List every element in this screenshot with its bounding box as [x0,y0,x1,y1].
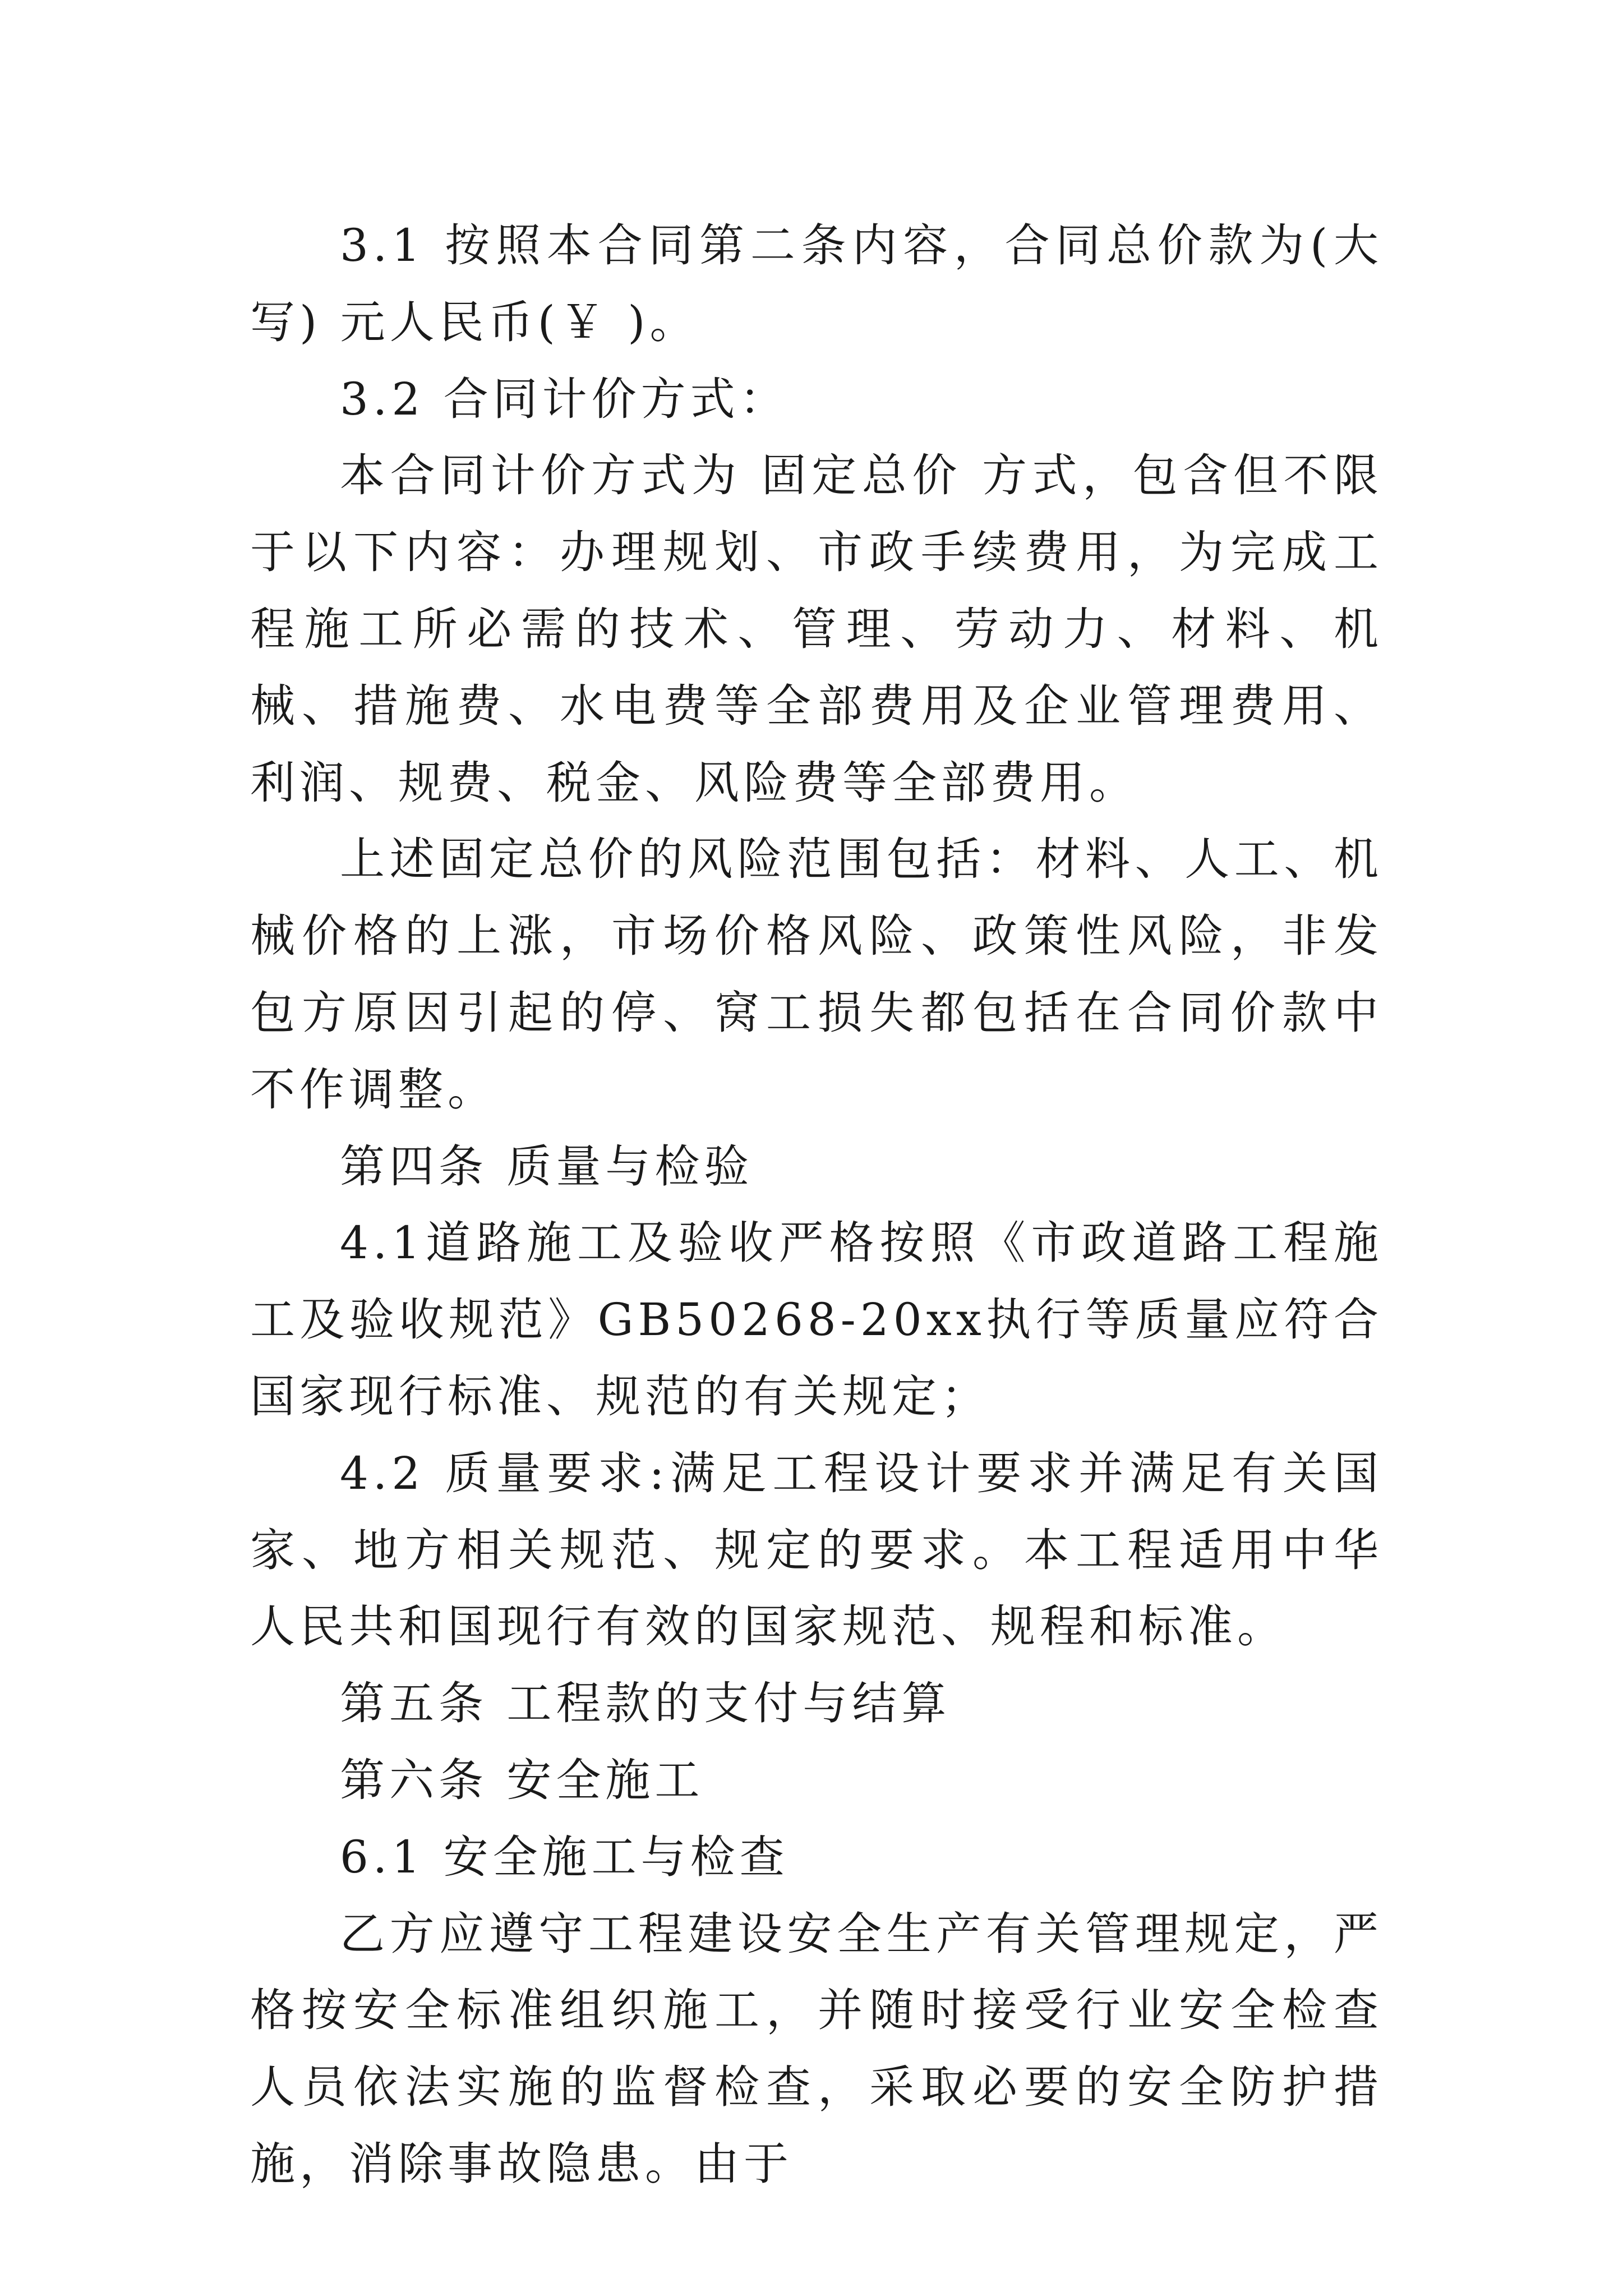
risk-scope-paragraph: 上述固定总价的风险范围包括：材料、人工、机械价格的上涨，市场价格风险、政策性风险，非发包方原因引起的停、窝工损失都包括在合同价款中不作调整。 [250,833,1383,1116]
clause-4-1-paragraph: 4.1道路施工及验收严格按照《市政道路工程施工及验收规范》GB50268-20xx执行等质量应符合国家现行标准、规范的有关规定； [250,1217,1383,1423]
article-6-heading: 第六条 安全施工 [340,1754,704,1806]
clause-3-1-total-price: 3.1 按照本合同第二条内容，合同总价款为(大写) 元人民币(￥ )。 [250,219,1383,348]
article-5-heading: 第五条 工程款的支付与结算 [340,1677,951,1730]
clause-6-1-heading: 6.1 安全施工与检查 [340,1830,789,1883]
pricing-method-paragraph: 本合同计价方式为 固定总价 方式，包含但不限于以下内容：办理规划、市政手续费用，为完成工程施工所必需的技术、管理、劳动力、材料、机械、措施费、水电费等全部费用及企业管理费用、利润、规费、税金、风险费等全部费用。 [250,449,1383,809]
clause-3-2-pricing-method-heading: 3.2 合同计价方式： [340,372,789,425]
article-4-heading: 第四条 质量与检验 [340,1140,754,1193]
document-body [250,208,1383,2203]
clause-4-2-paragraph: 4.2 质量要求:满足工程设计要求并满足有关国家、地方相关规范、规定的要求。本工程适用中华人民共和国现行有效的国家规范、规程和标准。 [250,1447,1383,1653]
safety-paragraph: 乙方应遵守工程建设安全生产有关管理规定，严格按安全标准组织施工，并随时接受行业安全检查人员依法实施的监督检查，采取必要的安全防护措施，消除事故隐患。由于 [250,1907,1383,2190]
